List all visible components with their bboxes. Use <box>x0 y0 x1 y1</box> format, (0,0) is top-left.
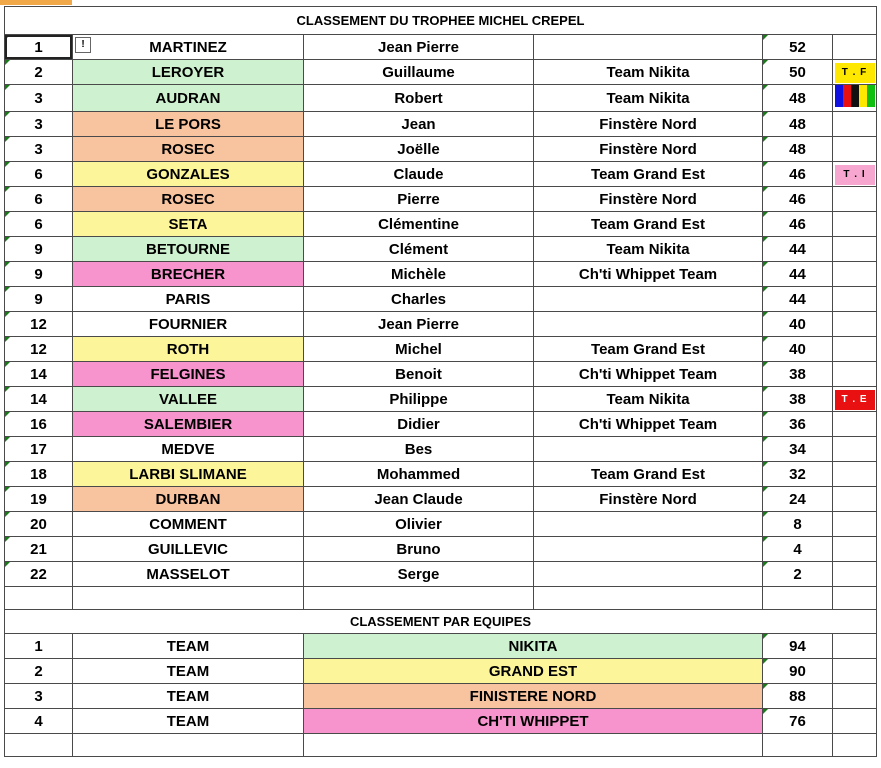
ranking-row <box>5 537 877 562</box>
last-name-cell[interactable]: LARBI SLIMANE <box>73 462 304 487</box>
team-points-cell[interactable]: 76 <box>763 709 833 734</box>
badge-cell[interactable] <box>833 212 877 237</box>
badge-cell[interactable] <box>833 537 877 562</box>
blank-row <box>5 734 877 757</box>
empty-cell[interactable] <box>833 659 877 684</box>
first-name-cell[interactable]: Michel <box>304 337 534 362</box>
team-points-cell[interactable]: 88 <box>763 684 833 709</box>
badge-cell[interactable] <box>833 60 877 85</box>
empty-cell[interactable] <box>304 587 534 610</box>
badge-cell[interactable] <box>833 112 877 137</box>
ranking-row <box>5 362 877 387</box>
first-name-cell[interactable]: Guillaume <box>304 60 534 85</box>
team-cell[interactable]: Team Nikita <box>534 60 763 85</box>
rank-cell[interactable]: 12 <box>5 312 73 337</box>
ranking-row <box>5 112 877 137</box>
jersey-badge: T . E <box>835 390 875 410</box>
last-name-cell[interactable]: VALLEE <box>73 387 304 412</box>
points-cell[interactable]: 40 <box>763 337 833 362</box>
team-cell[interactable]: Ch'ti Whippet Team <box>534 412 763 437</box>
last-name-cell[interactable]: GONZALES <box>73 162 304 187</box>
points-cell[interactable]: 4 <box>763 537 833 562</box>
badge-cell[interactable] <box>833 85 877 112</box>
first-name-cell[interactable]: Robert <box>304 85 534 112</box>
team-cell[interactable]: Team Nikita <box>534 387 763 412</box>
title-row <box>5 7 877 35</box>
empty-cell[interactable] <box>763 587 833 610</box>
empty-cell[interactable] <box>833 709 877 734</box>
team-name-cell[interactable]: FINISTERE NORD <box>304 684 763 709</box>
empty-cell[interactable] <box>73 587 304 610</box>
team-cell[interactable] <box>534 35 763 60</box>
empty-cell[interactable] <box>833 684 877 709</box>
team-rank-cell[interactable]: 2 <box>5 659 73 684</box>
empty-cell[interactable] <box>5 734 73 757</box>
badge-cell[interactable] <box>833 162 877 187</box>
points-cell[interactable]: 46 <box>763 162 833 187</box>
empty-cell[interactable] <box>5 587 73 610</box>
first-name-cell[interactable]: Clément <box>304 237 534 262</box>
ranking-row <box>5 137 877 162</box>
team-points-cell[interactable]: 90 <box>763 659 833 684</box>
badge-cell[interactable] <box>833 187 877 212</box>
team-cell[interactable] <box>534 562 763 587</box>
badge-cell[interactable] <box>833 312 877 337</box>
ranking-row <box>5 562 877 587</box>
team-cell[interactable]: Finstère Nord <box>534 187 763 212</box>
points-cell[interactable]: 46 <box>763 212 833 237</box>
rank-cell[interactable]: 1 <box>5 35 73 60</box>
team-row <box>5 684 877 709</box>
first-name-cell[interactable]: Benoit <box>304 362 534 387</box>
team-label-cell[interactable]: TEAM <box>73 684 304 709</box>
team-cell[interactable]: Ch'ti Whippet Team <box>534 362 763 387</box>
badge-cell[interactable] <box>833 562 877 587</box>
points-cell[interactable]: 44 <box>763 262 833 287</box>
points-cell[interactable]: 8 <box>763 512 833 537</box>
points-cell[interactable]: 2 <box>763 562 833 587</box>
empty-cell[interactable] <box>304 734 763 757</box>
team-cell[interactable] <box>534 512 763 537</box>
last-name-cell[interactable]: SETA <box>73 212 304 237</box>
ranking-row <box>5 162 877 187</box>
badge-cell[interactable] <box>833 35 877 60</box>
team-cell[interactable]: Finstère Nord <box>534 112 763 137</box>
badge-cell[interactable] <box>833 262 877 287</box>
last-name-cell[interactable]: BETOURNE <box>73 237 304 262</box>
points-cell[interactable]: 38 <box>763 387 833 412</box>
badge-cell[interactable] <box>833 237 877 262</box>
teams-title-row <box>5 610 877 634</box>
badge-cell[interactable] <box>833 487 877 512</box>
last-name-cell[interactable]: ROSEC <box>73 137 304 162</box>
blank-row <box>5 587 877 610</box>
empty-cell[interactable] <box>534 587 763 610</box>
rank-cell[interactable]: 2 <box>5 60 73 85</box>
team-cell[interactable]: Team Grand Est <box>534 162 763 187</box>
rank-cell[interactable]: 9 <box>5 237 73 262</box>
rank-cell[interactable]: 3 <box>5 112 73 137</box>
team-cell[interactable] <box>534 537 763 562</box>
rank-cell[interactable]: 17 <box>5 437 73 462</box>
ranking-table <box>4 6 877 757</box>
points-cell[interactable]: 48 <box>763 137 833 162</box>
rank-cell[interactable]: 20 <box>5 512 73 537</box>
last-name-cell[interactable]: COMMENT <box>73 512 304 537</box>
rank-cell[interactable]: 6 <box>5 212 73 237</box>
team-cell[interactable]: Team Nikita <box>534 237 763 262</box>
team-cell[interactable] <box>534 287 763 312</box>
first-name-cell[interactable]: Jean Pierre <box>304 35 534 60</box>
points-cell[interactable]: 48 <box>763 85 833 112</box>
first-name-cell[interactable]: Clémentine <box>304 212 534 237</box>
ranking-row <box>5 287 877 312</box>
rank-cell[interactable]: 21 <box>5 537 73 562</box>
last-name-cell[interactable]: BRECHER <box>73 262 304 287</box>
points-cell[interactable]: 34 <box>763 437 833 462</box>
rank-cell[interactable]: 6 <box>5 187 73 212</box>
ranking-row <box>5 337 877 362</box>
team-row <box>5 709 877 734</box>
team-rank-cell[interactable]: 4 <box>5 709 73 734</box>
team-cell[interactable]: Finstère Nord <box>534 137 763 162</box>
rank-cell[interactable]: 6 <box>5 162 73 187</box>
last-name-cell[interactable]: FELGINES <box>73 362 304 387</box>
points-cell[interactable]: 46 <box>763 187 833 212</box>
badge-cell[interactable] <box>833 412 877 437</box>
first-name-cell[interactable]: Joëlle <box>304 137 534 162</box>
ranking-row <box>5 487 877 512</box>
last-name-cell[interactable]: LEROYER <box>73 60 304 85</box>
last-name-cell[interactable]: DURBAN <box>73 487 304 512</box>
ranking-row <box>5 262 877 287</box>
jersey-badge: T . I <box>835 165 875 185</box>
rank-cell[interactable]: 22 <box>5 562 73 587</box>
points-cell[interactable]: 48 <box>763 112 833 137</box>
empty-cell[interactable] <box>763 734 833 757</box>
first-name-cell[interactable]: Didier <box>304 412 534 437</box>
last-name-cell[interactable]: ROSEC <box>73 187 304 212</box>
team-row <box>5 634 877 659</box>
points-cell[interactable]: 24 <box>763 487 833 512</box>
team-row <box>5 659 877 684</box>
team-points-cell[interactable]: 94 <box>763 634 833 659</box>
team-cell[interactable] <box>534 437 763 462</box>
ranking-row <box>5 512 877 537</box>
points-cell[interactable]: 44 <box>763 287 833 312</box>
last-name-cell[interactable]: MEDVE <box>73 437 304 462</box>
first-name-cell[interactable]: Mohammed <box>304 462 534 487</box>
badge-cell[interactable] <box>833 287 877 312</box>
column-header-strip <box>0 0 881 5</box>
ranking-row <box>5 387 877 412</box>
points-cell[interactable]: 38 <box>763 362 833 387</box>
first-name-cell[interactable]: Olivier <box>304 512 534 537</box>
rank-cell[interactable]: 14 <box>5 387 73 412</box>
first-name-cell[interactable]: Jean Pierre <box>304 312 534 337</box>
ranking-row <box>5 60 877 85</box>
first-name-cell[interactable]: Jean <box>304 112 534 137</box>
team-rank-cell[interactable]: 3 <box>5 684 73 709</box>
team-cell[interactable]: Team Grand Est <box>534 462 763 487</box>
points-cell[interactable]: 50 <box>763 60 833 85</box>
selected-column-indicator <box>0 0 72 5</box>
last-name-cell[interactable]: MARTINEZ ! <box>73 35 304 60</box>
last-name-cell[interactable]: AUDRAN <box>73 85 304 112</box>
rank-cell[interactable]: 16 <box>5 412 73 437</box>
first-name-cell[interactable]: Bes <box>304 437 534 462</box>
ranking-row <box>5 462 877 487</box>
points-cell[interactable]: 52 <box>763 35 833 60</box>
team-cell[interactable]: Team Grand Est <box>534 212 763 237</box>
team-label-cell[interactable]: TEAM <box>73 659 304 684</box>
empty-cell[interactable] <box>833 634 877 659</box>
ranking-row <box>5 437 877 462</box>
team-label-cell[interactable]: TEAM <box>73 709 304 734</box>
team-cell[interactable] <box>534 312 763 337</box>
rank-cell[interactable]: 18 <box>5 462 73 487</box>
last-name-cell[interactable]: FOURNIER <box>73 312 304 337</box>
rank-cell[interactable]: 19 <box>5 487 73 512</box>
badge-cell[interactable] <box>833 337 877 362</box>
ranking-row <box>5 212 877 237</box>
rank-cell[interactable]: 14 <box>5 362 73 387</box>
last-name-cell[interactable]: LE PORS <box>73 112 304 137</box>
ranking-row <box>5 312 877 337</box>
points-cell[interactable]: 44 <box>763 237 833 262</box>
first-name-cell[interactable]: Claude <box>304 162 534 187</box>
ranking-row <box>5 35 877 60</box>
empty-cell[interactable] <box>833 734 877 757</box>
team-cell[interactable]: Team Grand Est <box>534 337 763 362</box>
jersey-badge: T . F <box>835 63 875 83</box>
first-name-cell[interactable]: Jean Claude <box>304 487 534 512</box>
teams-title: CLASSEMENT PAR EQUIPES <box>5 610 877 634</box>
rank-cell[interactable]: 3 <box>5 137 73 162</box>
badge-cell[interactable] <box>833 462 877 487</box>
last-name-cell[interactable]: GUILLEVIC <box>73 537 304 562</box>
last-name-cell[interactable]: ROTH <box>73 337 304 362</box>
team-label-cell[interactable]: TEAM <box>73 634 304 659</box>
ranking-row <box>5 187 877 212</box>
team-cell[interactable]: Ch'ti Whippet Team <box>534 262 763 287</box>
ranking-row <box>5 237 877 262</box>
first-name-cell[interactable]: Charles <box>304 287 534 312</box>
rank-cell[interactable]: 3 <box>5 85 73 112</box>
ranking-row <box>5 85 877 112</box>
first-name-cell[interactable]: Bruno <box>304 537 534 562</box>
team-name-cell[interactable]: CH'TI WHIPPET <box>304 709 763 734</box>
team-rank-cell[interactable]: 1 <box>5 634 73 659</box>
first-name-cell[interactable]: Serge <box>304 562 534 587</box>
first-name-cell[interactable]: Pierre <box>304 187 534 212</box>
points-cell[interactable]: 36 <box>763 412 833 437</box>
badge-cell[interactable] <box>833 437 877 462</box>
last-name-cell[interactable]: MASSELOT <box>73 562 304 587</box>
empty-cell[interactable] <box>833 587 877 610</box>
rank-cell[interactable]: 9 <box>5 262 73 287</box>
badge-cell[interactable] <box>833 387 877 412</box>
team-cell[interactable]: Team Nikita <box>534 85 763 112</box>
last-name-cell[interactable]: SALEMBIER <box>73 412 304 437</box>
badge-cell[interactable] <box>833 137 877 162</box>
points-cell[interactable]: 40 <box>763 312 833 337</box>
error-warning-icon[interactable]: ! <box>75 37 91 53</box>
sheet-title: CLASSEMENT DU TROPHEE MICHEL CREPEL <box>5 7 877 35</box>
selected-cell-outline <box>5 35 72 59</box>
first-name-cell[interactable]: Michèle <box>304 262 534 287</box>
ranking-row <box>5 412 877 437</box>
team-name-cell[interactable]: NIKITA <box>304 634 763 659</box>
team-cell[interactable]: Finstère Nord <box>534 487 763 512</box>
empty-cell[interactable] <box>73 734 304 757</box>
rank-cell[interactable]: 12 <box>5 337 73 362</box>
badge-cell[interactable] <box>833 512 877 537</box>
team-name-cell[interactable]: GRAND EST <box>304 659 763 684</box>
badge-cell[interactable] <box>833 362 877 387</box>
flag-stripes-icon <box>835 85 875 107</box>
first-name-cell[interactable]: Philippe <box>304 387 534 412</box>
last-name-cell[interactable]: PARIS <box>73 287 304 312</box>
rank-cell[interactable]: 9 <box>5 287 73 312</box>
points-cell[interactable]: 32 <box>763 462 833 487</box>
